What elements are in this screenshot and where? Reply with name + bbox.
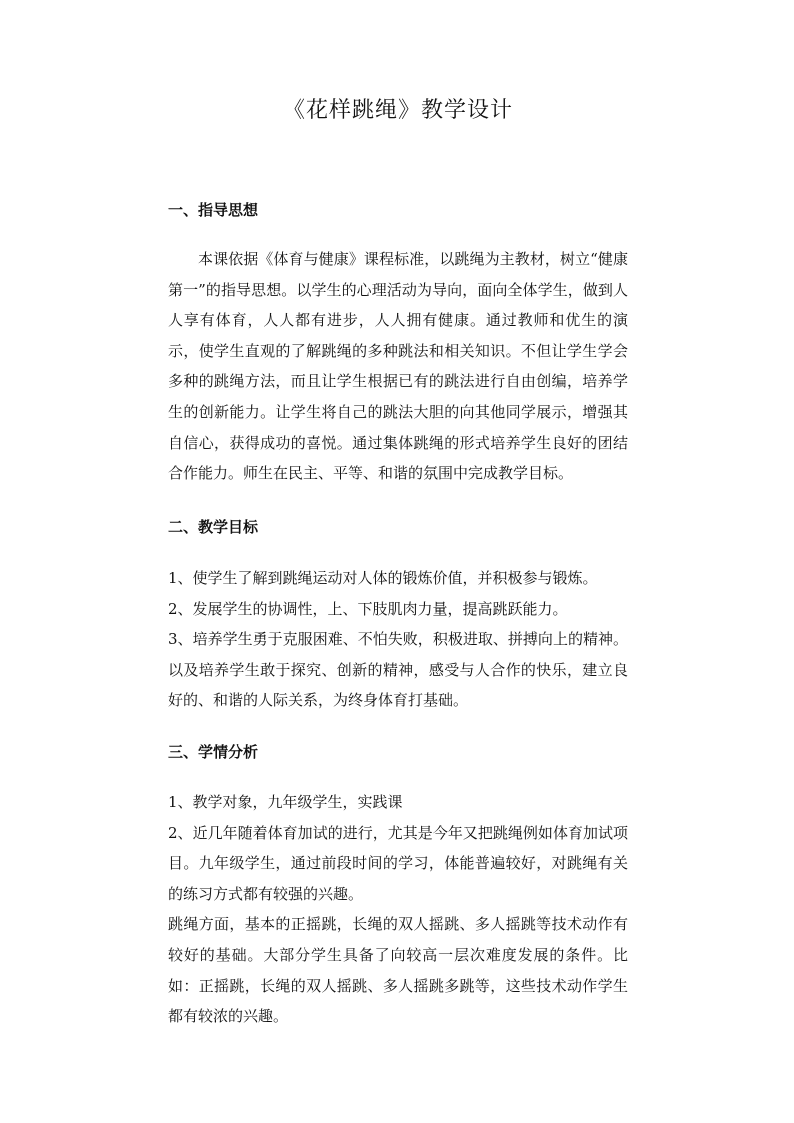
list-item: 1、使学生了解到跳绳运动对人体的锻炼价值，并积极参与锻炼。 (168, 569, 598, 587)
list-item: 1、教学对象，九年级学生，实践课 (168, 793, 403, 811)
section-heading: 一、指导思想 (168, 201, 259, 219)
section-teaching-goals (168, 515, 628, 539)
section-guiding-thought (168, 198, 628, 222)
section-guiding-thought-body (168, 244, 628, 489)
section-paragraph: 本课依据《体育与健康》课程标准，以跳绳为主教材，树立“健康第一”的指导思想。以学生的心理活动为导向，面向全体学生，做到人人享有体育，人人都有进步，人人拥有健康。通过教师和优生的演示，使学生直观的了解跳绳的多种跳法和相关知识。不但让学生学会多种的跳绳方法，而且让学生根据已有的跳法进行自由创编，培养学生的创新能力。让学生将自己的跳法大胆的向其他同学展示，增强其自信心，获得成功的喜悦。通过集体跳绳的形式培养学生良好的团结合作能力。师生在民主、平等、和谐的氛围中完成教学目标。 (168, 250, 628, 483)
list-item: 2、发展学生的协调性，上、下肢肌肉力量，提高跳跃能力。 (168, 599, 568, 618)
section-learner-analysis (168, 740, 628, 764)
list-item: 2、近几年随着体育加试的进行，尤其是今年又把跳绳例如体育加试项目。九年级学生，通过前段时间的学习，体能普遍较好，对跳绳有关的练习方式都有较强的兴趣。 (168, 823, 628, 903)
section-heading: 二、教学目标 (168, 518, 259, 536)
section-heading: 三、学情分析 (168, 743, 259, 761)
list-item: 跳绳方面，基本的正摇跳，长绳的双人摇跳、多人摇跳等技术动作有较好的基础。大部分学生具备了向较高一层次难度发展的条件。比如：正摇跳，长绳的双人摇跳、多人摇跳多跳等，这些技术动作学生都有较浓的兴趣。 (168, 915, 628, 1026)
section-learner-analysis-body (168, 787, 628, 1032)
list-item: 3、培养学生勇于克服困难、不怕失败，积极进取、拼搏向上的精神。以及培养学生敢于探究、创新的精神，感受与人合作的快乐，建立良好的、和谐的人际关系，为终身体育打基础。 (168, 630, 628, 710)
document-title: 《花样跳绳》教学设计 (282, 98, 513, 123)
section-teaching-goals-body (168, 563, 628, 716)
